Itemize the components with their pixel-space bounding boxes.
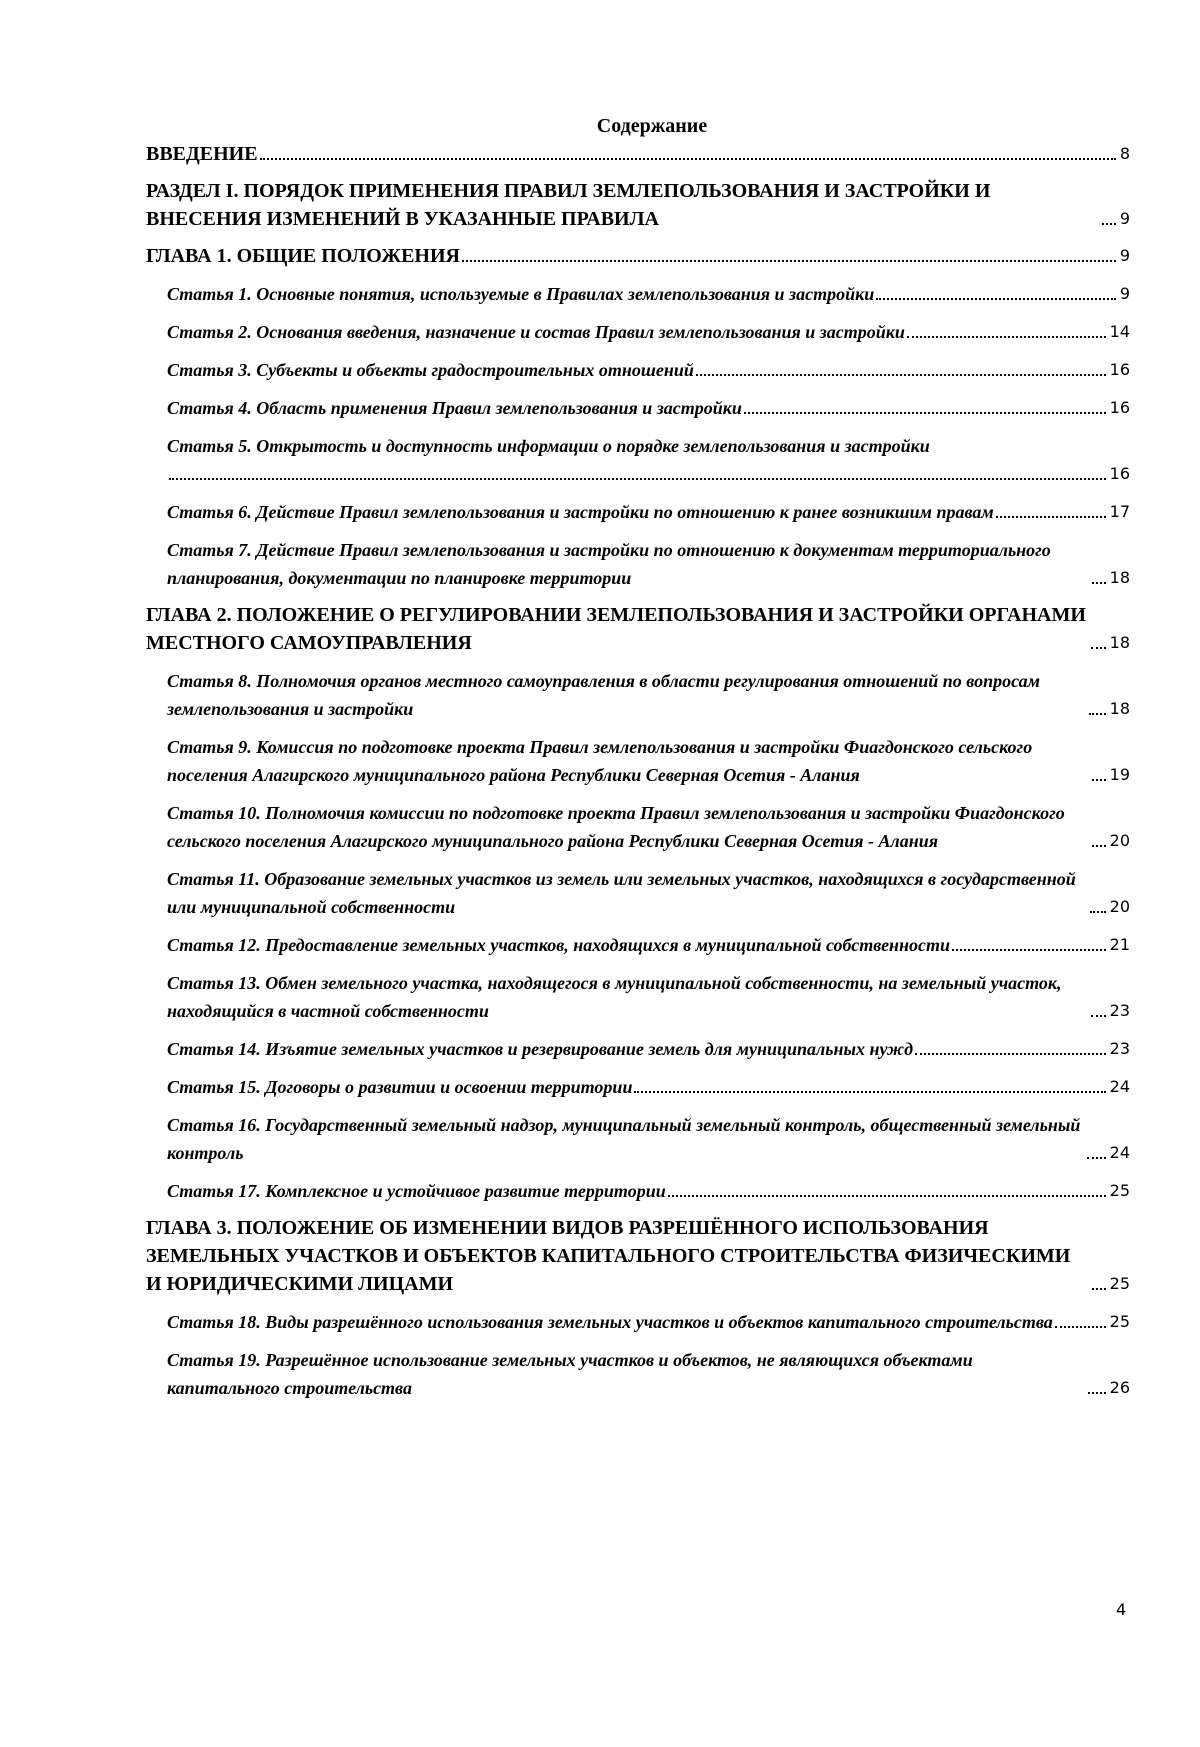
toc-article-entry[interactable]: [146, 536, 1130, 592]
dot-leader: [1102, 223, 1116, 225]
dot-leader: [915, 1053, 1106, 1055]
toc-title: Содержание: [596, 115, 708, 137]
toc-article-entry[interactable]: [146, 1073, 1130, 1101]
toc-entry-page: 17: [1109, 502, 1130, 521]
toc-entry-page: 9: [1119, 246, 1130, 265]
toc-entry-page: 24: [1109, 1143, 1130, 1162]
toc-entry-page: 25: [1109, 1274, 1130, 1293]
dot-leader: [907, 336, 1106, 338]
toc-entry-text: Статья 18. Виды разрешённого использования земельных участков и объектов капитального строительства: [167, 1312, 1053, 1332]
toc-entry-page: 21: [1109, 935, 1130, 954]
dot-leader: [996, 516, 1106, 518]
toc-entry-text: ГЛАВА 3. ПОЛОЖЕНИЕ ОБ ИЗМЕНЕНИИ ВИДОВ РАЗРЕШЁННОГО ИСПОЛЬЗОВАНИЯ ЗЕМЕЛЬНЫХ УЧАСТКОВ И ОБЪЕКТОВ КАПИТАЛЬНОГО СТРОИТЕЛЬСТВА ФИЗИЧЕСКИМИ И ЮРИДИЧЕСКИМИ ЛИЦАМИ: [146, 1217, 1071, 1295]
toc-entry-page: 18: [1109, 699, 1130, 718]
toc-entry-text: РАЗДЕЛ I. ПОРЯДОК ПРИМЕНЕНИЯ ПРАВИЛ ЗЕМЛЕПОЛЬЗОВАНИЯ И ЗАСТРОЙКИ И ВНЕСЕНИЯ ИЗМЕНЕНИЙ В УКАЗАННЫЕ ПРАВИЛА: [146, 180, 991, 230]
toc-list: [146, 140, 1130, 1402]
dot-leader: [952, 949, 1106, 951]
toc-entry-page: 18: [1109, 633, 1130, 652]
dot-leader: [668, 1195, 1106, 1197]
toc-article-entry[interactable]: [146, 356, 1130, 384]
toc-entry-page: 23: [1109, 1039, 1130, 1058]
toc-entry-page: 18: [1109, 568, 1130, 587]
table-of-contents: [146, 112, 1130, 1402]
toc-entry-page: 9: [1119, 284, 1130, 303]
toc-entry-text: Статья 15. Договоры о развитии и освоении территории: [167, 1077, 633, 1097]
dot-leader: [744, 412, 1106, 414]
toc-entry-text: Статья 7. Действие Правил землепользования и застройки по отношению к документам территориального планирования, документации по планировке территории: [167, 540, 1051, 588]
toc-article-entry[interactable]: [146, 969, 1130, 1025]
dot-leader: [1055, 1326, 1106, 1328]
dot-leader: [1091, 1015, 1106, 1017]
dot-leader: [1091, 647, 1106, 649]
toc-article-entry[interactable]: [146, 931, 1130, 959]
toc-entry-text: Статья 13. Обмен земельного участка, находящегося в муниципальной собственности, на земельный участок, находящийся в частной собственности: [167, 973, 1062, 1021]
toc-entry-page: 9: [1119, 209, 1130, 228]
toc-entry-text: Статья 5. Открытость и доступность информации о порядке землепользования и застройки: [167, 436, 930, 456]
toc-article-entry[interactable]: [146, 667, 1130, 723]
toc-entry-text: Статья 9. Комиссия по подготовке проекта Правил землепользования и застройки Фиагдонского сельского поселения Алагирского муниципального района Республики Северная Осетия - Алания: [167, 737, 1033, 785]
toc-entry-text: Статья 10. Полномочия комиссии по подготовке проекта Правил землепользования и застройки Фиагдонского сельского поселения Алагирского муниципального района Республики Северная Осетия - Алания: [167, 803, 1065, 851]
dot-leader: [634, 1091, 1105, 1093]
toc-entry-page: 24: [1109, 1077, 1130, 1096]
dot-leader: [876, 298, 1116, 300]
toc-entry-text: ГЛАВА 2. ПОЛОЖЕНИЕ О РЕГУЛИРОВАНИИ ЗЕМЛЕПОЛЬЗОВАНИЯ И ЗАСТРОЙКИ ОРГАНАМИ МЕСТНОГО САМОУПРАВЛЕНИЯ: [146, 604, 1086, 654]
toc-entry-page: 20: [1109, 897, 1130, 916]
toc-entry-text: Статья 19. Разрешённое использование земельных участков и объектов, не являющихся объектами капитального строительства: [167, 1350, 973, 1398]
dot-leader: [462, 260, 1116, 262]
toc-entry-text: Статья 8. Полномочия органов местного самоуправления в области регулирования отношений по вопросам землепользования и застройки: [167, 671, 1040, 719]
toc-entry-text: Статья 16. Государственный земельный надзор, муниципальный земельный контроль, общественный земельный контроль: [167, 1115, 1081, 1163]
toc-entry-page: 16: [1109, 360, 1130, 379]
toc-entry-page: 25: [1109, 1312, 1130, 1331]
toc-article-entry[interactable]: [146, 318, 1130, 346]
toc-chapter-entry[interactable]: [146, 177, 1130, 233]
toc-article-entry[interactable]: [146, 280, 1130, 308]
toc-entry-page: 16: [1109, 398, 1130, 417]
dot-leader: [696, 374, 1106, 376]
toc-article-entry[interactable]: [146, 1308, 1130, 1336]
toc-entry-text: Статья 17. Комплексное и устойчивое развитие территории: [167, 1181, 666, 1201]
toc-entry-page: 8: [1119, 144, 1130, 163]
toc-entry-text: Статья 2. Основания введения, назначение и состав Правил землепользования и застройки: [167, 322, 905, 342]
toc-article-entry[interactable]: [146, 1346, 1130, 1402]
dot-leader: [260, 158, 1116, 160]
dot-leader: [1092, 845, 1106, 847]
toc-article-entry[interactable]: [146, 432, 1130, 488]
toc-article-entry[interactable]: [146, 1177, 1130, 1205]
toc-entry-page: 25: [1109, 1181, 1130, 1200]
toc-article-entry[interactable]: [146, 733, 1130, 789]
dot-leader: [1087, 1157, 1105, 1159]
toc-entry-page: 20: [1109, 831, 1130, 850]
dot-leader: [1092, 779, 1106, 781]
toc-article-entry[interactable]: [146, 1035, 1130, 1063]
toc-chapter-entry[interactable]: [146, 601, 1130, 657]
toc-chapter-entry[interactable]: [146, 140, 1130, 168]
toc-article-entry[interactable]: [146, 394, 1130, 422]
toc-entry-text: Статья 11. Образование земельных участков из земель или земельных участков, находящихся в государственной или муниципальной собственности: [167, 869, 1076, 917]
page-number: 4: [1116, 1600, 1127, 1619]
toc-article-entry[interactable]: [146, 1111, 1130, 1167]
toc-entry-page: 16: [1109, 464, 1130, 483]
toc-entry-text: Статья 3. Субъекты и объекты градостроительных отношений: [167, 360, 694, 380]
toc-article-entry[interactable]: [146, 799, 1130, 855]
dot-leader: [1090, 911, 1105, 913]
toc-entry-text: ВВЕДЕНИЕ: [146, 143, 258, 165]
toc-article-entry[interactable]: [146, 865, 1130, 921]
toc-entry-page: 26: [1109, 1378, 1130, 1397]
toc-entry-text: Статья 6. Действие Правил землепользования и застройки по отношению к ранее возникшим правам: [167, 502, 994, 522]
dot-leader: [1092, 1288, 1106, 1290]
toc-entry-page: 19: [1109, 765, 1130, 784]
toc-entry-text: Статья 4. Область применения Правил землепользования и застройки: [167, 398, 742, 418]
toc-entry-text: Статья 1. Основные понятия, используемые в Правилах землепользования и застройки: [167, 284, 875, 304]
dot-leader: [1088, 1392, 1105, 1394]
dot-leader: [1089, 713, 1105, 715]
toc-entry-page: 14: [1109, 322, 1130, 341]
toc-article-entry[interactable]: [146, 498, 1130, 526]
toc-entry-text: Статья 12. Предоставление земельных участков, находящихся в муниципальной собственности: [167, 935, 951, 955]
toc-chapter-entry[interactable]: [146, 242, 1130, 270]
toc-chapter-entry[interactable]: [146, 1214, 1130, 1298]
dot-leader: [1092, 582, 1106, 584]
dot-leader: [169, 478, 1106, 480]
toc-entry-text: Статья 14. Изъятие земельных участков и резервирование земель для муниципальных нужд: [167, 1039, 914, 1059]
toc-entry-text: ГЛАВА 1. ОБЩИЕ ПОЛОЖЕНИЯ: [146, 245, 460, 267]
toc-entry-page: 23: [1109, 1001, 1130, 1020]
